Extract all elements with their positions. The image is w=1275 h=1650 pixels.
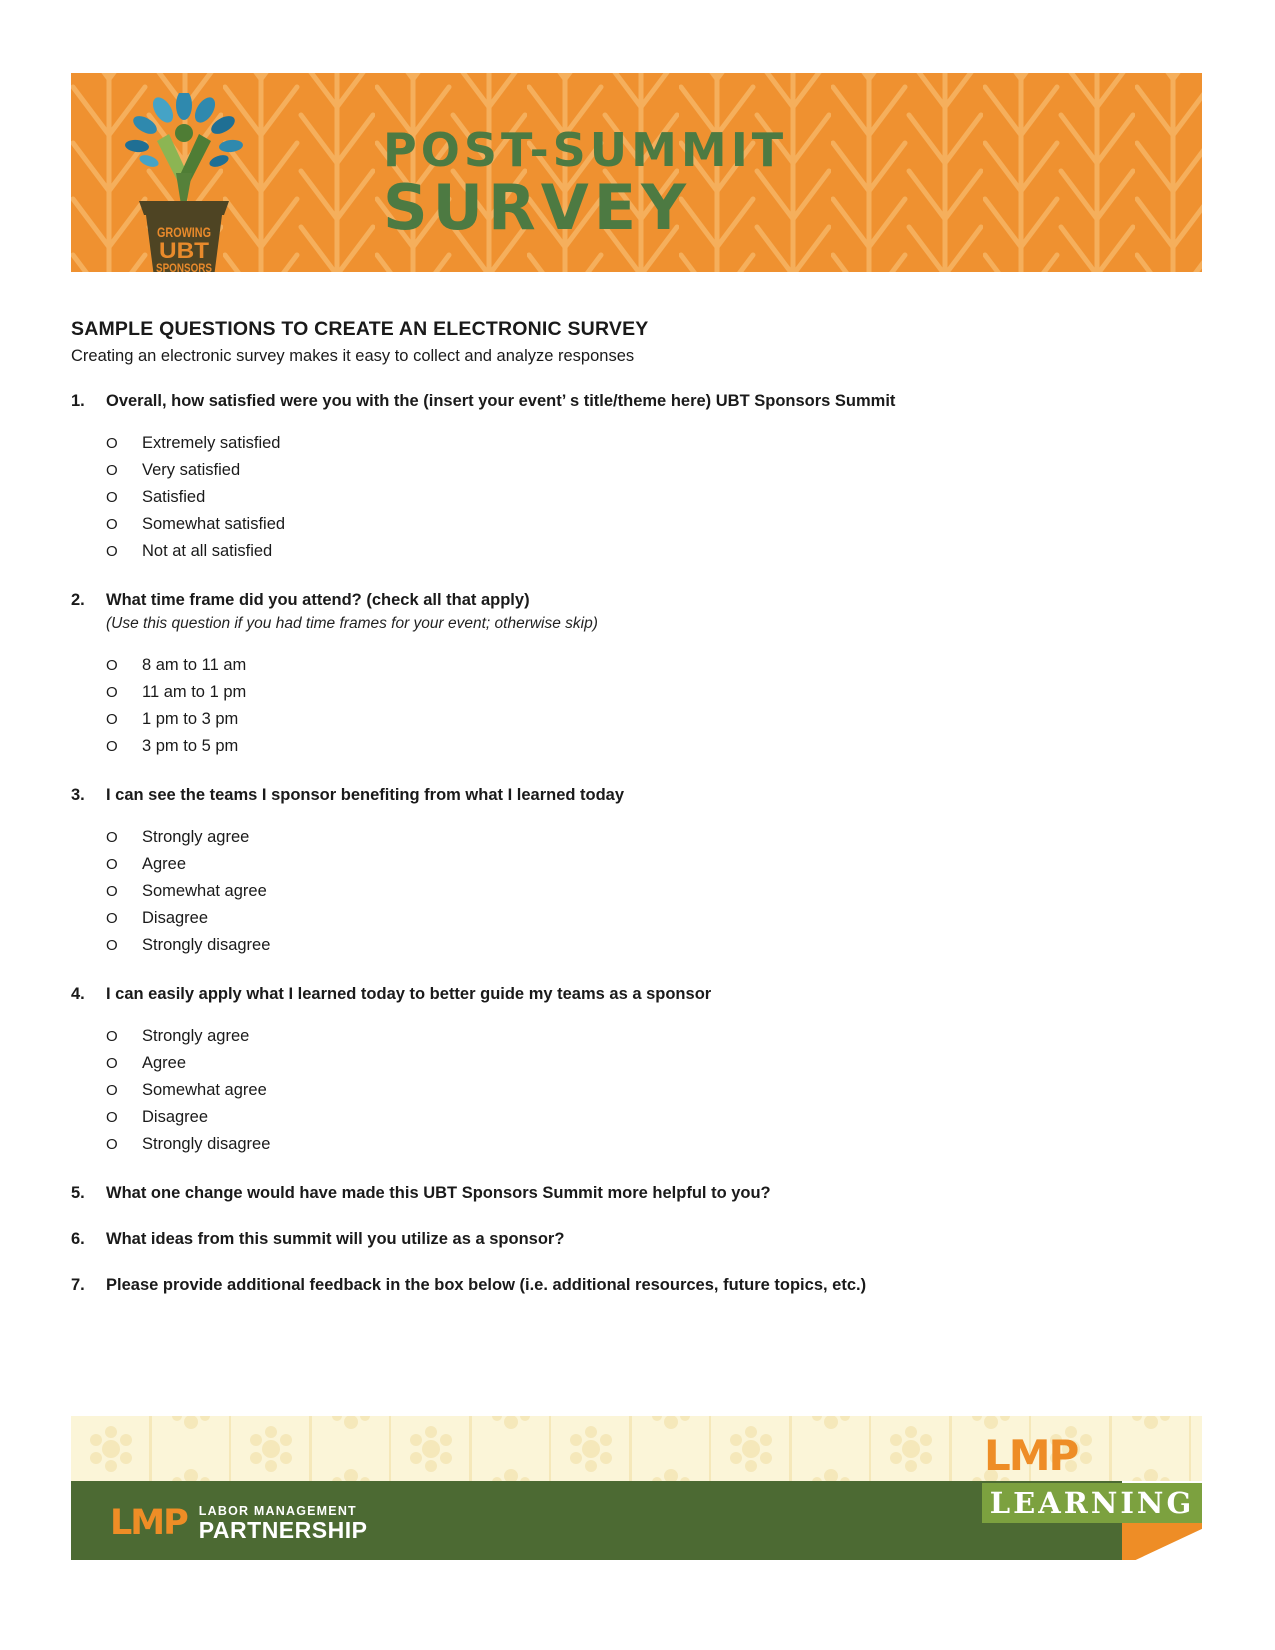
question-block (71, 1274, 1202, 1296)
radio-bullet-icon: O (106, 1028, 118, 1045)
option-item (71, 878, 1202, 905)
question-text: Please provide additional feedback in the box below (i.e. additional resources, future topics, etc.) (106, 1276, 867, 1294)
radio-bullet-icon: O (106, 829, 118, 846)
option-label: 1 pm to 3 pm (142, 710, 239, 728)
question-number: 6. (71, 1230, 85, 1248)
question-number: 4. (71, 985, 85, 1003)
option-label: Strongly disagree (142, 1135, 271, 1153)
question-block (71, 1228, 1202, 1250)
question-block (71, 390, 1202, 565)
option-item (71, 932, 1202, 959)
banner-title (383, 123, 788, 244)
question-block (71, 983, 1202, 1158)
options-list (71, 1023, 1202, 1158)
question-number: 7. (71, 1276, 85, 1294)
question-number: 1. (71, 392, 85, 410)
radio-bullet-icon: O (106, 738, 118, 755)
option-item (71, 430, 1202, 457)
option-item (71, 652, 1202, 679)
option-label: 8 am to 11 am (142, 656, 247, 674)
option-item (71, 706, 1202, 733)
option-item (71, 1104, 1202, 1131)
banner-title-line2: SURVEY (383, 171, 691, 244)
option-item (71, 1131, 1202, 1158)
partnership-line2: PARTNERSHIP (198, 1516, 368, 1543)
option-item (71, 679, 1202, 706)
option-label: Strongly agree (142, 1027, 250, 1045)
question-number: 2. (71, 591, 85, 609)
banner-title-line1: POST-SUMMIT (383, 123, 788, 177)
survey-content (71, 318, 1202, 1296)
radio-bullet-icon: O (106, 711, 118, 728)
question-text: Overall, how satisfied were you with the (insert your event’ s title/theme here) UBT Sponsors Summit (106, 392, 896, 410)
question-text: What time frame did you attend? (check all that apply) (106, 591, 530, 609)
radio-bullet-icon: O (106, 1055, 118, 1072)
question-note: (Use this question if you had time frames for your event; otherwise skip) (106, 615, 598, 632)
option-label: Disagree (142, 1108, 209, 1126)
option-label: Somewhat satisfied (142, 515, 286, 533)
question-block (71, 1182, 1202, 1204)
radio-bullet-icon: O (106, 516, 118, 533)
page-title: SAMPLE QUESTIONS TO CREATE AN ELECTRONIC SURVEY (71, 318, 649, 340)
question-block (71, 589, 1202, 760)
radio-bullet-icon: O (106, 1082, 118, 1099)
options-list (71, 430, 1202, 565)
option-label: Extremely satisfied (142, 434, 281, 452)
options-list (71, 824, 1202, 959)
partnership-line1: LABOR MANAGEMENT (198, 1503, 357, 1518)
pot-logo-line3: SPONSORS (156, 261, 212, 275)
radio-bullet-icon: O (106, 937, 118, 954)
questions-list (71, 390, 1202, 1296)
radio-bullet-icon: O (106, 543, 118, 560)
page-subtitle: Creating an electronic survey makes it easy to collect and analyze responses (71, 347, 635, 365)
option-label: Satisfied (142, 488, 206, 506)
question-number: 5. (71, 1184, 85, 1202)
radio-bullet-icon: O (106, 1136, 118, 1153)
radio-bullet-icon: O (106, 883, 118, 900)
option-label: Agree (142, 855, 187, 873)
radio-bullet-icon: O (106, 856, 118, 873)
question-number: 3. (71, 786, 85, 804)
header-banner (71, 73, 1202, 275)
option-label: Agree (142, 1054, 187, 1072)
ribbon-fold-icon (1122, 1523, 1202, 1560)
option-item (71, 1050, 1202, 1077)
labor-management-partnership-logo (110, 1502, 367, 1544)
radio-bullet-icon: O (106, 1109, 118, 1126)
radio-bullet-icon: O (106, 435, 118, 452)
option-item (71, 824, 1202, 851)
option-item (71, 851, 1202, 878)
growing-ubt-sponsors-logo (123, 93, 245, 275)
person-icon (157, 124, 211, 211)
question-text: I can easily apply what I learned today to better guide my teams as a sponsor (106, 985, 712, 1003)
radio-bullet-icon: O (106, 489, 118, 506)
lmp-logo: LMP (984, 1431, 1078, 1480)
option-label: Strongly agree (142, 828, 250, 846)
option-label: Not at all satisfied (142, 542, 273, 560)
question-text: What ideas from this summit will you utilize as a sponsor? (106, 1230, 565, 1248)
lmp-monogram-icon: LMP (110, 1503, 187, 1543)
option-item (71, 457, 1202, 484)
option-item (71, 733, 1202, 760)
option-label: Somewhat agree (142, 882, 267, 900)
option-item (71, 538, 1202, 565)
option-label: 3 pm to 5 pm (142, 737, 239, 755)
question-text: I can see the teams I sponsor benefiting from what I learned today (106, 786, 625, 804)
option-item (71, 905, 1202, 932)
option-item (71, 511, 1202, 538)
option-label: Very satisfied (142, 461, 241, 479)
pot-logo-line1: GROWING (157, 224, 212, 240)
option-item (71, 1077, 1202, 1104)
option-label: Disagree (142, 909, 209, 927)
pot-logo-line2: UBT (159, 238, 210, 263)
radio-bullet-icon: O (106, 657, 118, 674)
options-list (71, 652, 1202, 760)
option-item (71, 1023, 1202, 1050)
learning-ribbon (982, 1483, 1202, 1523)
question-text: What one change would have made this UBT Sponsors Summit more helpful to you? (106, 1184, 771, 1202)
radio-bullet-icon: O (106, 910, 118, 927)
radio-bullet-icon: O (106, 462, 118, 479)
option-label: Somewhat agree (142, 1081, 267, 1099)
learning-label: LEARNING (989, 1486, 1195, 1520)
radio-bullet-icon: O (106, 684, 118, 701)
option-item (71, 484, 1202, 511)
question-block (71, 784, 1202, 959)
option-label: Strongly disagree (142, 936, 271, 954)
option-label: 11 am to 1 pm (142, 683, 247, 701)
